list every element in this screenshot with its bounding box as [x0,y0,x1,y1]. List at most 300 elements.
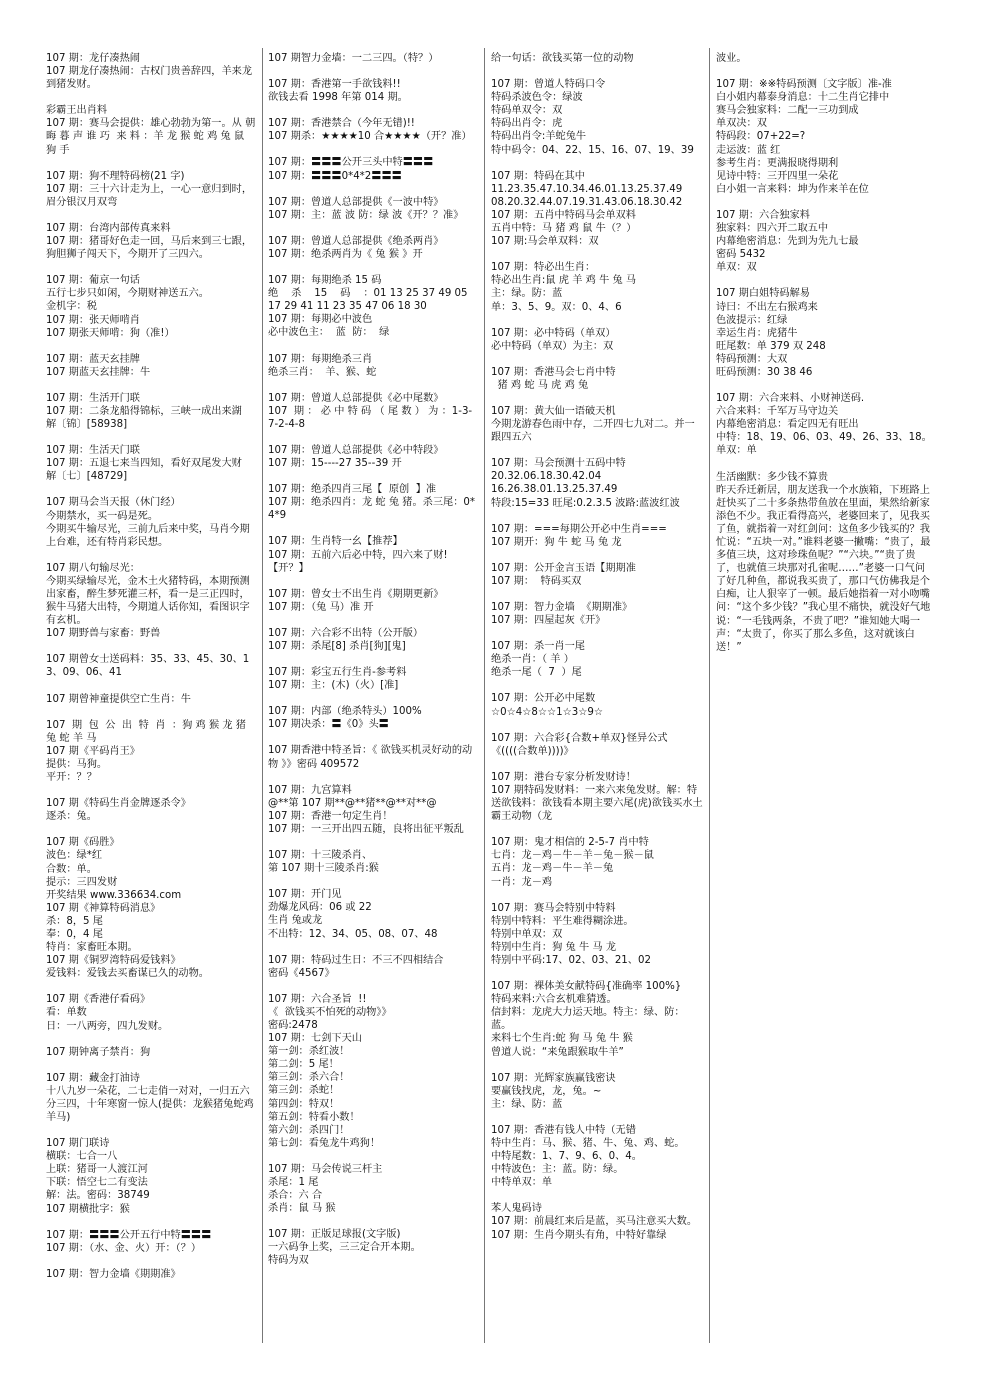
text-line: 第七剑：看兔龙牛鸡狗！ [268,1137,381,1149]
text-line: 107 期：必中特码（单双） [491,327,616,339]
text-section [268,1228,476,1267]
text-line: 开奖结果 www.336634.com [46,889,182,901]
text-line: 色波提示：红绿 [716,314,788,326]
text-line: 特别中生肖：狗 兔 牛 马 龙 [491,941,617,953]
text-line: 给一句话：欲钱买第一位的动物 [491,53,634,64]
column-divider [709,48,710,1343]
text-line: 107 期：绝杀四肖：龙 蛇 兔 猪。杀三尾：0*4*9 [268,497,475,522]
text-section [716,78,932,196]
text-line: 特码出肖令：虎 [491,118,563,130]
text-line: 密码:2478 [268,1019,318,1031]
text-line: 107 期：生肖特一幺【推荐】 [268,536,403,548]
text-line: 解〔七〕[48729] [46,471,128,483]
text-line: 107 期 ： 必 中 特 码 （ 尾 数 ） 为 ：1-3-7-2-4-8 [268,405,473,430]
text-line: 独家料：四六开二取五中 [716,223,829,235]
text-line: 看：单数 [46,1007,87,1019]
text-section [716,287,932,379]
text-section [491,457,703,509]
text-line: 特别中特料：平生难得糊涂进。 [491,915,634,927]
text-section [268,849,476,875]
text-line: 107 期龙仔凑热闹：古权门贵善辞四，羊来龙到猪发财。 [46,66,253,91]
text-section [491,902,703,967]
text-line: 必中波色主： 蓝 防： 绿 [268,327,390,339]
text-line: 特码预测：大双 [716,353,788,365]
text-column-4 [716,52,932,772]
text-line: 中特波色：主：蓝。防：绿。 [491,1164,624,1176]
text-section [716,52,932,65]
text-line: 107 期：五退七来当四知，看好双尾发大财 [46,458,242,470]
text-section [46,1229,256,1255]
text-line: 解：法。密码：38749 [46,1190,150,1202]
text-line: 诗曰：不出左右猴鸡来 [716,301,818,313]
text-line: 107 期：香港马会七肖中特 [491,366,616,378]
text-section [268,78,476,104]
text-section [268,52,476,65]
text-line: 合数：单。 [46,863,97,875]
text-line: 107 期：三十六计走为上，一心一意归到时，眉分银汉月双弯 [46,183,253,208]
text-section [46,653,256,679]
text-line: 107 期：〓〓〓公开三头中特〓〓〓 [268,157,434,169]
text-line: 107 期《特码生肖金牌逐杀令》 [46,798,191,810]
text-line: 107 期：（兔 马）准 开 [268,601,374,613]
text-line: 第四剑：特双！ [268,1098,340,1110]
text-line: 十八九岁一朵花，二七走俏一对对，一归五六分三四，十年寒窗一惊人(提供：龙猴猪兔蛇鸡羊马) [46,1085,254,1123]
text-column-3 [491,52,703,1342]
text-line: 今期买牛输尽光，三前九后来中奖，马肖今期上台难，还有特肖彩民想。 [46,523,250,548]
text-line: 107 期：藏金打油诗 [46,1072,140,1084]
text-line: 旺尾数：单 379 双 248 [716,340,826,352]
text-line: 一肖：龙－鸡 [491,876,553,888]
text-section [46,444,256,483]
text-line: 107 期：（水、金、火）开：（？） [46,1242,202,1254]
text-line: 107 期：六合彩不出特（公开版） [268,627,424,639]
text-line: 昨天乔迁新居，朋友送我一个水族箱，下班路上赶快买了二十多条热带鱼放在里面，果然给新家添色不少。我正看得高兴，老婆回来了，见我买了鱼，就指着一对红剑问：这鱼多少钱买的？我忙说：“五块一对。”谁料老婆一撇嘴：“贵了，最多值三块，这对珍珠鱼呢？”“六块。”“贵了贵了，也就值三块那对孔雀呢……”老婆一口气问了好几种鱼，都说我买贵了，那口气仿佛我是个白痴，让人狠宰了一顿。最后她指着一对小吻嘴问：“这个多少钱？”我心里不痛快，就没好气地说：“一毛钱两条，不贵了吧？”谁知她大喝一声：“太贵了，你买了那么多鱼，这对就该白送！” [716,484,931,653]
text-line: 107 期香港中特圣旨：《 欲钱买机灵好动的动物 》》密码 409572 [268,745,473,770]
text-line: 白小姐内幕泰身消息：十二生肖它排中 [716,92,890,104]
text-line: 08.20.32.44.07.19.31.43.06.18.30.42 [491,196,683,208]
text-section [491,327,703,353]
text-line: 单双：单 [716,445,757,457]
text-line: 生肖 兔或龙 [268,915,323,927]
text-line: 107 期：六合来料、小财神送码. [716,393,865,405]
text-section [491,1124,703,1189]
text-line: 107 期横批字：猴 [46,1203,130,1215]
text-line: 第 107 期十三陵杀肖:猴 [268,863,379,875]
text-line: 爱钱料：爱钱去买畜谋已久的动物。 [46,968,209,980]
text-line: 波业。 [716,53,747,64]
text-section [268,353,476,379]
text-line: 107 期：特码在其中 [491,170,585,182]
text-line: 今期龙游春色雨中存，二开四七九对二。并一跟四五六 [491,419,695,444]
text-section [491,771,703,823]
text-line: 107 期：六合独家料 [716,209,810,221]
text-section [268,1163,476,1215]
text-line: 107 期：特码过生日：不三不四相结合 [268,954,444,966]
text-line: 要赢钱找虎，龙，兔。~ [491,1085,602,1097]
text-section [46,496,256,548]
text-line: 107 期：杀尾[8] 杀肖[狗][鬼] [268,641,406,652]
text-line: 107 期：港台专家分析发财诗！ [491,771,636,783]
text-section [46,1268,256,1281]
text-line: 内幕绝密消息：先到为先九七最 [716,236,859,248]
text-line: 107 期：二条龙船得锦标，三峡一成出来湖 [46,405,242,417]
text-line: 107 期：香港有钱人中特（无错 [491,1124,636,1136]
text-line: 杀尾：1 尾 [268,1177,319,1188]
text-line: 绝杀一尾（ 7 ）尾 [491,667,582,679]
text-line: 107 期:马会单双料：双 [491,236,599,248]
text-line: 《((((合数单))))》 [491,745,574,757]
text-line: 107 期钟离子禁肖：狗 [46,1046,151,1058]
text-section [491,562,703,588]
text-section [491,523,703,549]
text-line: 107 期：主：(木)（火）[准] [268,680,399,692]
text-section [46,836,256,980]
text-line: 107 期：台湾内部传真来料 [46,222,171,234]
text-line: 参考生肖：更满报晓得期利 [716,157,839,169]
text-line: 107 期：杀一肖一尾 [491,641,585,653]
text-section [268,196,476,222]
text-line: 107 期：开门见 [268,889,342,901]
text-section [268,666,476,692]
text-line: 107 期：生活开门联 [46,392,140,404]
text-line: 107 期：公开必中尾数 [491,693,596,705]
text-line: 107 期：绝杀四肖三尾【 原创 】准 [268,484,437,496]
text-section [268,117,476,143]
text-line: 107 期杀：★★★★10 合★★★★（开？准） [268,131,472,143]
text-section [491,601,703,627]
text-line: 107 期曾女士送码料：35、33、45、30、13、09、06、41 [46,654,250,679]
text-section [491,78,703,157]
text-line: 内幕绝密消息：看定四无有旺出 [716,419,859,431]
text-line: 107 期：一三开出四五随，良将出征平叛乱 [268,823,464,835]
text-line: 107 期曾神童提供空亡生肖：牛 [46,693,191,705]
text-line: 107 期：内部（绝杀特头）100% [268,706,422,718]
text-line: 特码段：07+22=? [716,131,806,143]
text-line: 见诗中特：三开四里一朵花 [716,170,839,182]
column-divider [262,48,263,1343]
text-line: 107 期：七剑下天山 [268,1033,362,1045]
text-line: 中特尾数：1、7、9、6、0、4。 [491,1151,642,1163]
text-line: 107 期《平码肖王》 [46,745,140,757]
text-line: 107 期开：狗 牛 蛇 马 兔 龙 [491,536,622,548]
text-section [268,705,476,731]
text-line: 107 期：裸体美女献特码{准确率 100%} [491,981,682,993]
text-line: 107 期：智力金墙 《期期准》 [491,602,633,613]
text-line: 一六码争上奖，三三定合开本期。 [268,1242,421,1254]
text-line: 107 期 包 公 出 特 肖 ：狗 鸡 猴 龙 猪 兔 蛇 羊 马 [46,719,250,744]
text-line: 特必出生肖:鼠 虎 羊 鸡 牛 兔 马 [491,275,637,287]
text-line: 主：绿、防：蓝 [491,1098,563,1110]
text-line: 107 期：蓝天玄挂牌 [46,353,140,365]
text-line: 单：3、5、9。双：0、4、6 [491,301,622,313]
text-section [491,980,703,1059]
text-line: 107 期：葡京一句话 [46,275,140,287]
text-section [268,483,476,522]
text-section [46,52,256,91]
text-line: 107 期特码发财料：一来六来兔发财。解：特送欲钱料：欲钱看本期主要六尾(虎)欲钱买水土霸王动物（龙 [491,784,703,823]
text-section [491,1202,703,1241]
text-line: 107 期：光辉家族赢钱密诀 [491,1072,616,1084]
text-line: 107 期：鬼才相信的 2-5-7 肖中特 [491,837,649,849]
text-line: 特码为双 [268,1255,309,1267]
text-line: 107 期：每期必中波色 [268,314,373,326]
text-line: 107 期：〓〓〓0*4*2〓〓〓 [268,170,402,182]
text-line: 107 期：香港第一手欲钱料!! [268,79,401,91]
text-section [46,222,256,261]
text-line: 幸运生肖：虎猪牛 [716,327,798,339]
text-section [491,405,703,444]
text-line: 劲爆龙风码：06 或 22 [268,902,372,914]
text-section [46,1137,256,1216]
text-line: 107 期：四屋起灰《开》 [491,615,606,627]
text-section [491,170,703,249]
text-line: 107 期：猪哥好色走一回，马后来到三七跟，狗胆狮子闯天下，今期开了三四六。 [46,236,253,261]
text-line: 107 期：张天师啃肖 [46,314,140,326]
text-line: 金机字：税 [46,301,97,313]
text-line: 107 期《神算特码消息》 [46,902,161,914]
text-line: 单双：双 [716,262,757,274]
text-section [268,274,476,339]
text-line: 107 期：曾道人总部提供《必中尾数》 [268,392,444,404]
text-line: 上联：猪哥一人渡江河 [46,1164,148,1176]
text-line: 107 期：曾道人总部提供《一波中特》 [268,196,444,208]
text-line: 107 期：九宫算料 [268,784,352,796]
text-line: 107 期：赛马会提供：雄心勃勃为第一。从 朝 晦 暮 声 谁 巧 来 料 ：羊 龙 猴 蛇 鸡 兔 鼠 狗 手 [46,118,259,156]
text-line: 107 期：香港禁合（今年无错)!! [268,118,415,130]
text-column-1 [46,52,259,1342]
text-section [268,888,476,940]
text-line: 五肖中特：马 猪 鸡 鼠 牛（？） [491,223,637,235]
text-line: 第五剑：特看小数！ [268,1111,360,1123]
text-section [491,640,703,679]
text-section [491,836,703,888]
text-line: 日：一八两旁，四九发财。 [46,1020,169,1032]
text-section [46,993,256,1032]
text-section [491,366,703,392]
text-column-2 [268,52,476,1342]
text-section [46,693,256,706]
text-section [46,104,259,156]
text-section [46,719,256,784]
text-line: 第六剑：杀四门！ [268,1124,350,1136]
text-line: 107 期：十三陵杀肖、 [268,850,373,862]
text-section [716,209,932,274]
text-line: 特码出肖令:羊蛇兔牛 [491,131,587,143]
text-line: 中特：18、19、06、03、49、26、33、18。 [716,432,932,444]
text-line: 特中生肖：马、猴、猪、牛、兔、鸡、蛇。 [491,1138,685,1149]
text-section [491,52,703,65]
text-line: 苯人鬼码诗 [491,1203,542,1215]
text-line: 杀：8，5 尾 [46,915,103,927]
text-line: 107 期：生肖今期头有角，中特好靠绿 [491,1229,667,1241]
text-line: 彩霸王出肖料 [46,105,108,117]
text-line: 第三剑：杀六合！ [268,1072,350,1084]
text-line: 107 期：马会传说三杆主 [268,1163,383,1175]
text-line: 杀合：六 合 [268,1190,323,1202]
text-line: 107 期：※※特码预测〔文字版〕准-准 [716,79,892,91]
text-line: 特别中单双：双 [491,928,563,940]
text-line: 密码《4567》 [268,967,335,979]
text-section [268,444,476,470]
text-line: 107 期《铜罗湾特码爱钱料》 [46,955,181,967]
text-line: 107 期野兽与家畜：野兽 [46,628,161,640]
text-line: 逐杀：兔。 [46,811,97,823]
text-line: 特中码令：04、22、15、16、07、19、39 [491,144,694,156]
text-line: 提示：三四发财 [46,876,118,888]
text-section [491,732,703,758]
text-line: 六合来料：千军万马守边关 [716,406,839,418]
text-line: 107 期：前晨红来后是蓝，买马注意买大数。 [491,1216,698,1228]
text-line: 107 期：马会预测十五码中特 [491,458,626,470]
text-line: 不出特：12、34、05、08、07、48 [268,928,438,940]
text-line: 107 期：智力金墙《期期准》 [46,1268,181,1280]
text-section [716,392,932,457]
text-section [491,692,703,718]
text-section [268,535,476,574]
text-line: 107 期智力金墙：一二三四。（特？） [268,53,439,64]
text-line: 特段:15=33 旺尾:0.2.3.5 波路:蓝波红波 [491,497,680,509]
text-line: 107 期门联诗 [46,1138,110,1150]
text-section [716,471,932,654]
text-line: 107 期：六合彩{合数+单双}怪异公式 [491,732,668,744]
text-line: 107 期：五前六后必中特，四六来了财!【开？】 [268,549,448,574]
text-line: @**第 107 期**@**猪**@**对**@ [268,797,437,809]
text-line: 107 期张天师啃：狗（准!） [46,327,175,339]
text-line: 赛马会独家料：二配一三功到成 [716,105,859,117]
text-section [46,1046,256,1059]
text-line: 107 期：曾道人特码口令 [491,79,606,91]
text-line: 曾道人说：“来兔跟猴取牛羊” [491,1046,624,1058]
text-line: 107 期：公开金言玉语【期期准 [491,562,636,574]
text-line: 白小姐一言来料：坤为作来羊在位 [716,183,869,195]
text-line: 107 期：===每期公开必中生肖=== [491,523,667,535]
text-line: 猪 鸡 蛇 马 虎 鸡 兔 [491,379,589,391]
text-line: 107 期：龙仔凑热闹 [46,53,140,64]
text-line: 107 期蓝天玄挂牌：牛 [46,366,151,378]
text-line: 107 期：五肖中特码马会单双料 [491,209,636,221]
text-line: 绝杀三肖： 羊、猴、蛇 [268,366,377,378]
text-line: 五行七步只如闲，今期财神送五六。 [46,288,209,300]
text-line: 绝 杀 15 码 ：01 13 25 37 49 05 17 29 41 11 23 35 47 06 18 30 [268,288,471,313]
text-line: 107 期：主：蓝 波 防：绿 波《开？？准》 [268,209,464,221]
text-section [268,392,476,431]
text-line: 欲钱去看 1998 年第 014 期。 [268,92,408,104]
text-section [46,1072,256,1124]
text-line: 解〔锦〕[58938] [46,419,128,431]
text-line: 信封料：龙虎大力运天地。特主：绿、防：蓝。 [491,1007,685,1032]
text-line: 107 期：〓〓〓公开五行中特〓〓〓 [46,1229,212,1241]
text-line: 107 期：香港一句定生肖！ [268,810,393,822]
text-line: 奉：0，4 尾 [46,928,103,940]
text-line: 密码 5432 [716,249,766,261]
text-line: 107 期：正版足球报(文字版) [268,1229,401,1241]
text-line: 107 期马会当天报（休门经） [46,497,181,509]
text-line: 必中特码（单双）为主：双 [491,340,614,352]
text-section [46,170,256,209]
text-line: 第二剑：5 尾！ [268,1059,339,1071]
text-section [268,954,476,980]
text-line: 波色：绿*红 [46,850,103,862]
text-line: 107 期《码胜》 [46,837,120,849]
text-line: 16.26.38.01.13.25.37.49 [491,484,618,496]
text-line: 107 期：曾女士不出生肖《期期更新》 [268,588,444,600]
text-line: 107 期：15----27 35--39 开 [268,458,402,470]
text-section [268,993,476,1150]
text-line: 今期买绿输尽光，金木土火猪特码，本期预测出家畜，醉生梦死灌三杯，看一是三正四时，猴牛马猪大出特，今期道人话你知，看图识字有玄机。 [46,575,250,627]
text-line: 107 期：彩宝五行生肖-参考料 [268,667,407,679]
text-line: 旺码预测：30 38 46 [716,366,813,378]
text-section [46,392,256,431]
text-section [268,588,476,614]
text-line: 107 期：生活天门联 [46,445,140,457]
text-line: 107 期：曾道人总部提供《绝杀两肖》 [268,235,444,247]
text-line: 107 期八句输尽光： [46,562,140,574]
text-line: 107 期决杀：〓《0》头〓 [268,719,389,731]
text-line: 第三剑：杀蛇！ [268,1085,340,1097]
text-section [46,353,256,379]
text-line: 杀肖：鼠 马 猴 [268,1203,336,1215]
text-section [491,1072,703,1111]
text-line: 《 欲钱买不怕死的动物》》 [268,1006,392,1018]
text-section [268,744,476,770]
text-line: 七肖：龙－鸡－牛－羊－兔－猴－鼠 [491,850,654,862]
text-line: 107 期：每期绝杀 15 码 [268,275,382,287]
text-line: 特码单双令：双 [491,105,563,117]
text-line: 横联：七合一八 [46,1151,118,1163]
text-section [268,784,476,836]
text-line: 特别中平码:17、02、03、21、02 [491,954,651,966]
text-line: 单双决：双 [716,118,767,130]
text-line: 107 期《香港仔看码》 [46,994,151,1006]
text-section [268,627,476,653]
text-line: 特肖：家畜旺本期。 [46,942,138,954]
text-line: 第一剑：杀红波！ [268,1046,350,1058]
text-line: 特码杀波色令：绿波 [491,92,583,104]
text-line: 107 期：绝杀两肖为《 兔 猴 》开 [268,248,423,260]
text-line: 下联：悟空七二有变法 [46,1177,148,1189]
column-divider [484,48,485,1343]
text-section [46,797,256,823]
text-line: 特码来料:六合玄机难猜透。 [491,994,617,1006]
text-line: 107 期白姐特码解易 [716,288,810,300]
text-line: 107 期：特必出生肖： [491,262,596,274]
text-line: 主：绿。防：蓝 [491,288,563,300]
text-line: 生活幽默：多少钱不算贵 [716,471,829,483]
text-line: 107 期：黄大仙一语破天机 [491,405,616,417]
text-line: 走运波：蓝 红 [716,144,781,156]
text-line: 平开：？？ [46,772,97,784]
text-section [46,562,256,641]
text-line: 107 期：六合圣旨 !! [268,993,367,1005]
text-line: 提供：马狗。 [46,758,108,770]
text-line: 107 期：曾道人总部提供《必中特段》 [268,444,444,456]
text-section [268,235,476,261]
text-line: 五肖：龙－鸡－牛－羊－兔 [491,863,614,875]
text-line: 107 期：赛马会特别中特料 [491,902,616,914]
text-line: ☆0☆4☆8☆☆1☆3☆9☆ [491,706,603,718]
text-line: 107 期： 特码买双 [491,575,582,587]
text-line: 今期禁水，买一码是死。 [46,510,159,522]
text-line: 107 期：每期绝杀三肖 [268,353,373,365]
text-line: 11.23.35.47.10.34.46.01.13.25.37.49 [491,183,683,195]
text-line: 来料七个生肖:蛇 狗 马 兔 牛 猴 [491,1033,633,1045]
text-section [268,156,476,182]
text-line: 绝杀一肖：（ 羊 ） [491,654,574,666]
text-section [46,274,256,339]
text-line: 107 期：狗不理特码榜(21 字) [46,170,185,182]
text-section [491,261,703,313]
text-line: 中特单双：单 [491,1177,553,1189]
